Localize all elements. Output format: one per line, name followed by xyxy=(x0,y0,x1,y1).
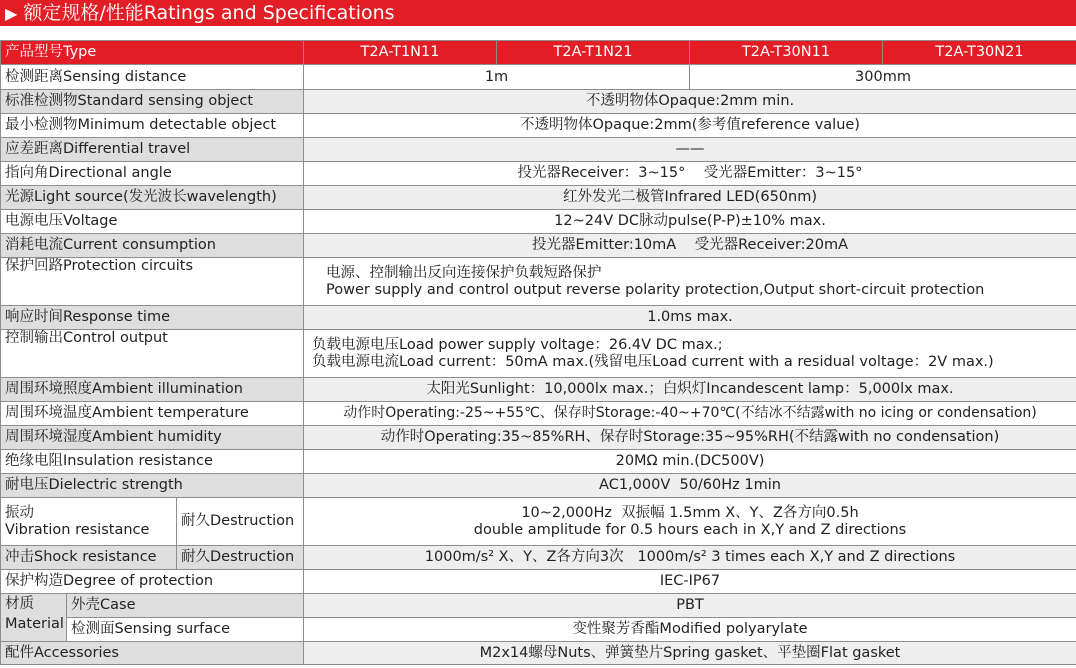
table-row xyxy=(1,65,1076,90)
row-value: 动作时Operating:-25~+55℃、保存时Storage:-40~+70℃(不结冰不结露with no icing or condensation) xyxy=(304,402,1076,426)
row-sublabel: 耐久Destruction xyxy=(177,546,304,570)
table-row xyxy=(1,546,1076,570)
row-value: 动作时Operating:35~85%RH、保存时Storage:35~95%RH(不结露with no condensation) xyxy=(304,426,1076,450)
play-arrow-icon: ▶ xyxy=(5,4,18,23)
table-row xyxy=(1,210,1076,234)
label-line: Material xyxy=(5,616,64,632)
value-line: Power supply and control output reverse polarity protection,Output short-circuit protection xyxy=(326,281,985,298)
row-value: 太阳光Sunlight：10,000lx max.；白炽灯Incandescent lamp：5,000lx max. xyxy=(304,378,1076,402)
row-value: 20MΩ min.(DC500V) xyxy=(304,450,1076,474)
row-label: 检测距离Sensing distance xyxy=(1,65,304,90)
row-value: 12~24V DC脉动pulse(P-P)±10% max. xyxy=(304,210,1076,234)
model-t30n21: T2A-T30N21 xyxy=(883,41,1076,65)
table-row xyxy=(1,90,1076,114)
table-row xyxy=(1,138,1076,162)
spec-table xyxy=(0,40,1076,665)
table-row xyxy=(1,402,1076,426)
model-t30n11: T2A-T30N11 xyxy=(690,41,883,65)
row-sublabel: 外壳Case xyxy=(67,594,304,618)
row-label: 保护回路Protection circuits xyxy=(1,258,304,306)
table-row xyxy=(1,426,1076,450)
value-line: 负载电源电压Load power supply voltage：26.4V DC max.; xyxy=(312,336,723,353)
table-row xyxy=(1,162,1076,186)
row-value: 1m xyxy=(304,65,690,90)
row-value: 1.0ms max. xyxy=(304,306,1076,330)
value-line: 10~2,000Hz 双振幅 1.5mm X、Y、Z各方向0.5h xyxy=(521,504,859,521)
row-label: 响应时间Response time xyxy=(1,306,304,330)
table-row xyxy=(1,306,1076,330)
table-row xyxy=(1,594,1076,618)
table-row xyxy=(1,378,1076,402)
row-value: 1000m/s² X、Y、Z各方向3次 1000m/s² 3 times each X,Y and Z directions xyxy=(304,546,1076,570)
row-label: 绝缘电阻Insulation resistance xyxy=(1,450,304,474)
value-line: 负载电源电流Load current：50mA max.(残留电压Load current with a residual voltage：2V max.) xyxy=(312,353,994,370)
row-value xyxy=(304,330,1076,378)
table-row xyxy=(1,474,1076,498)
row-value: 投光器Receiver：3~15° 受光器Emitter：3~15° xyxy=(304,162,1076,186)
section-banner xyxy=(0,0,1076,26)
row-label: 最小检测物Minimum detectable object xyxy=(1,114,304,138)
row-value: 300mm xyxy=(690,65,1076,90)
row-value: PBT xyxy=(304,594,1076,618)
row-label: 周围环境照度Ambient illumination xyxy=(1,378,304,402)
row-label: 消耗电流Current consumption xyxy=(1,234,304,258)
table-header-row xyxy=(1,41,1076,65)
row-label: 配件Accessories xyxy=(1,642,304,665)
row-label: 周围环境湿度Ambient humidity xyxy=(1,426,304,450)
section-title: 额定规格/性能Ratings and Specifications xyxy=(23,2,395,24)
row-label: 耐电压Dielectric strength xyxy=(1,474,304,498)
row-label: 周围环境温度Ambient temperature xyxy=(1,402,304,426)
row-value: AC1,000V 50/60Hz 1min xyxy=(304,474,1076,498)
row-label: 电源电压Voltage xyxy=(1,210,304,234)
label-line: 材质 xyxy=(5,596,34,612)
row-label: 冲击Shock resistance xyxy=(1,546,177,570)
table-row xyxy=(1,186,1076,210)
type-header: 产品型号Type xyxy=(1,41,304,65)
row-value: 不透明物体Opaque:2mm(参考值reference value) xyxy=(304,114,1076,138)
model-t1n11: T2A-T1N11 xyxy=(304,41,497,65)
row-sublabel: 耐久Destruction xyxy=(177,498,304,546)
row-label: 保护构造Degree of protection xyxy=(1,570,304,594)
row-label: 标准检测物Standard sensing object xyxy=(1,90,304,114)
row-value: IEC-IP67 xyxy=(304,570,1076,594)
row-value xyxy=(304,498,1076,546)
row-label: 指向角Directional angle xyxy=(1,162,304,186)
value-line: 电源、控制输出反向连接保护负载短路保护 xyxy=(326,264,602,281)
row-label: 应差距离Differential travel xyxy=(1,138,304,162)
row-sublabel: 检测面Sensing surface xyxy=(67,618,304,642)
row-value: M2x14螺母Nuts、弹簧垫片Spring gasket、平垫圈Flat gasket xyxy=(304,642,1076,665)
table-row xyxy=(1,114,1076,138)
row-label xyxy=(1,498,177,546)
table-row xyxy=(1,570,1076,594)
label-line: Vibration resistance xyxy=(5,521,150,538)
row-value: 红外发光二极管Infrared LED(650nm) xyxy=(304,186,1076,210)
row-value: 变性聚芳香酯Modified polyarylate xyxy=(304,618,1076,642)
row-value: 不透明物体Opaque:2mm min. xyxy=(304,90,1076,114)
table-row xyxy=(1,618,1076,642)
row-value: —— xyxy=(304,138,1076,162)
table-row xyxy=(1,498,1076,546)
row-value xyxy=(304,258,1076,306)
value-line: double amplitude for 0.5 hours each in X,Y and Z directions xyxy=(473,521,907,538)
row-label: 光源Light source(发光波长wavelength) xyxy=(1,186,304,210)
table-row xyxy=(1,234,1076,258)
model-t1n21: T2A-T1N21 xyxy=(497,41,690,65)
table-row xyxy=(1,330,1076,378)
label-line: 振动 xyxy=(5,504,34,521)
table-row xyxy=(1,642,1076,665)
row-value: 投光器Emitter:10mA 受光器Receiver:20mA xyxy=(304,234,1076,258)
table-row xyxy=(1,258,1076,306)
row-label: 控制输出Control output xyxy=(1,330,304,378)
table-row xyxy=(1,450,1076,474)
row-label xyxy=(1,594,67,642)
